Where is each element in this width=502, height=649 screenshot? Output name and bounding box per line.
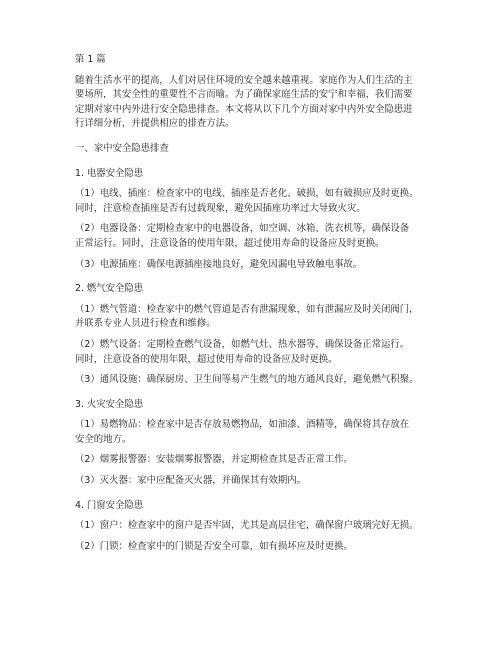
subsection-heading-electric: 1. 电器安全隐患 xyxy=(75,167,144,179)
list-item-line: （3）通风设施：确保厨房、卫生间等易产生燃气的地方通风良好，避免燃气积聚。 xyxy=(75,374,419,386)
list-item-line: 同时，注意检查插座是否有过载现象，避免因插座功率过大导致火灾。 xyxy=(75,202,366,214)
intro-line: 行详细分析，并提供相应的排查方法。 xyxy=(75,118,235,130)
list-item-line: （1）电线、插座：检查家中的电线、插座是否老化、破损，如有破损应及时更换。 xyxy=(75,188,419,200)
list-item-line: （1）窗户：检查家中的窗户是否牢固，尤其是高层住宅，确保窗户玻璃完好无损。 xyxy=(75,520,419,532)
subsection-heading-fire: 3. 火灾安全隐患 xyxy=(75,398,144,410)
list-item-line: 同时，注意设备的使用年限，超过使用寿命的设备应及时更换。 xyxy=(75,353,338,365)
list-item xyxy=(75,303,435,332)
list-item-line: （1）燃气管道：检查家中的燃气管道是否有泄漏现象，如有泄漏应及时关闭阀门， xyxy=(75,303,419,315)
list-item xyxy=(75,519,435,534)
list-item-line: （3）电源插座：确保电源插座接地良好，避免因漏电导致触电事故。 xyxy=(75,258,363,270)
subsection-heading-gas: 2. 燃气安全隐患 xyxy=(75,283,144,295)
list-item-line: （3）灭火器：家中应配备灭火器，并确保其有效期内。 xyxy=(75,475,306,487)
intro-paragraph xyxy=(75,74,435,132)
list-item-line: （1）易燃物品：检查家中是否存放易燃物品，如油漆、酒精等，确保将其存放在 xyxy=(75,419,410,431)
intro-line: 要场所，其安全性的重要性不言而喻。为了确保家庭生活的安宁和幸福，我们需要 xyxy=(75,89,413,101)
list-item-line: （2）门锁：检查家中的门锁是否安全可靠，如有损坏应及时更换。 xyxy=(75,540,353,552)
list-item xyxy=(75,540,435,555)
subsection-heading-door-window: 4. 门窗安全隐患 xyxy=(75,499,144,511)
list-item xyxy=(75,187,435,216)
list-item-line: （2）燃气设备：定期检查燃气设备，如燃气灶、热水器等，确保设备正常运行。 xyxy=(75,338,410,350)
list-item xyxy=(75,338,435,367)
list-item-line: （2）电器设备：定期检查家中的电器设备，如空调、冰箱、洗衣机等，确保设备 xyxy=(75,223,410,235)
list-item xyxy=(75,222,435,251)
part-title: 第 1 篇 xyxy=(75,54,106,65)
list-item-line: （2）烟雾报警器：安装烟雾报警器，并定期检查其是否正常工作。 xyxy=(75,454,353,466)
list-item xyxy=(75,453,435,468)
intro-line: 定期对家中内外进行安全隐患排查。本文将从以下几个方面对家中内外安全隐患进 xyxy=(75,103,413,115)
list-item xyxy=(75,474,435,489)
section-heading: 一、家中安全隐患排查 xyxy=(75,142,169,154)
list-item xyxy=(75,373,435,388)
list-item xyxy=(75,418,435,447)
list-item-line: 正常运行。同时，注意设备的使用年限，超过使用寿命的设备应及时更换。 xyxy=(75,237,385,249)
intro-line: 随着生活水平的提高，人们对居住环境的安全越来越重视。家庭作为人们生活的主 xyxy=(75,74,413,86)
list-item-line: 安全的地方。 xyxy=(75,433,132,445)
list-item-line: 并联系专业人员进行检查和维修。 xyxy=(75,318,216,330)
document-body xyxy=(75,53,435,554)
list-item xyxy=(75,258,435,273)
